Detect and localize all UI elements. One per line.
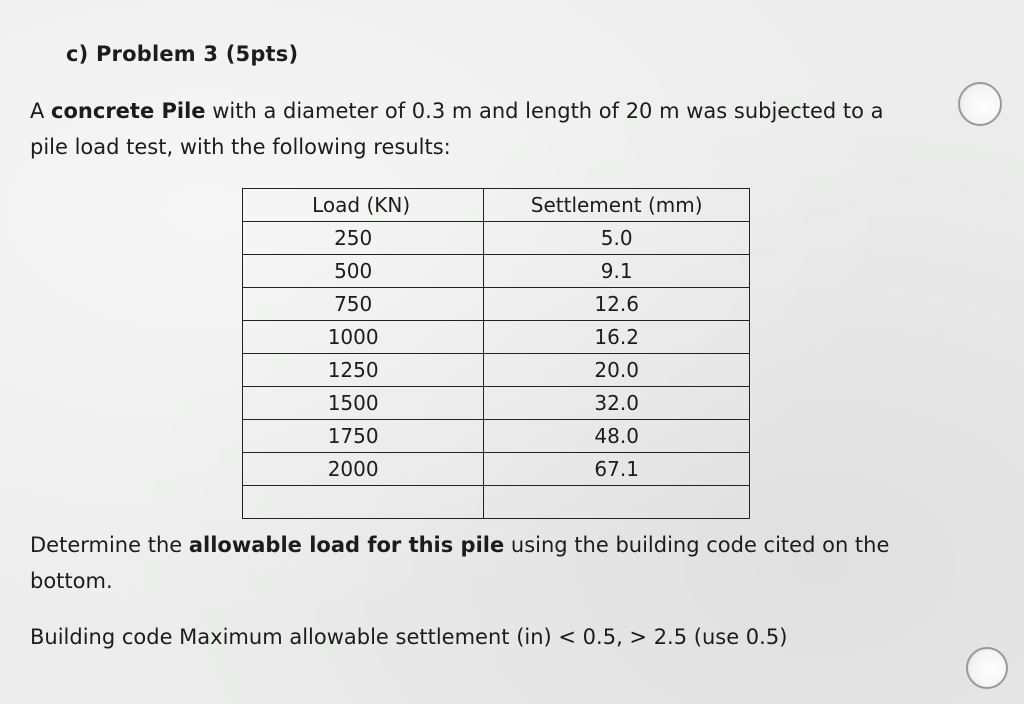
header-settlement: Settlement (mm) <box>484 189 750 222</box>
intro-bold-term: concrete Pile <box>51 99 206 123</box>
problem-intro <box>30 93 910 165</box>
determine-text-1: Determine the <box>30 533 189 557</box>
load-cell: 1000 <box>243 321 484 354</box>
problem-heading: c) Problem 3 (5pts) <box>66 42 299 66</box>
load-settlement-table <box>242 188 750 519</box>
table-row <box>243 321 750 354</box>
load-cell: 500 <box>243 255 484 288</box>
load-cell: 1750 <box>243 420 484 453</box>
load-cell: 2000 <box>243 453 484 486</box>
table-row <box>243 255 750 288</box>
settlement-cell: 9.1 <box>484 255 750 288</box>
load-cell: 250 <box>243 222 484 255</box>
settlement-cell: 20.0 <box>484 354 750 387</box>
table-row <box>243 288 750 321</box>
table-row <box>243 420 750 453</box>
table-row <box>243 453 750 486</box>
settlement-cell <box>484 486 750 519</box>
settlement-cell: 16.2 <box>484 321 750 354</box>
determine-bold-term: allowable load for this pile <box>188 533 505 557</box>
settlement-cell: 5.0 <box>484 222 750 255</box>
intro-text-1: A <box>30 99 52 123</box>
building-code-line: Building code Maximum allowable settlement (in) < 0.5, > 2.5 (use 0.5) <box>30 625 788 649</box>
load-cell: 750 <box>243 288 484 321</box>
binder-hole-icon <box>958 82 1002 126</box>
load-cell: 1500 <box>243 387 484 420</box>
settlement-cell: 12.6 <box>484 288 750 321</box>
determine-instruction <box>30 527 910 599</box>
settlement-cell: 32.0 <box>484 387 750 420</box>
determine-text-2: using the building code cited on the bottom. <box>30 533 890 593</box>
table-row <box>243 354 750 387</box>
table-row <box>243 222 750 255</box>
table-row-empty <box>243 486 750 519</box>
intro-text-2: with a diameter of 0.3 m and length of 20 m was subjected to a pile load test, with the following results: <box>30 99 884 159</box>
header-load: Load (KN) <box>243 189 484 222</box>
load-cell: 1250 <box>243 354 484 387</box>
settlement-cell: 48.0 <box>484 420 750 453</box>
settlement-cell: 67.1 <box>484 453 750 486</box>
binder-hole-icon <box>966 647 1008 689</box>
load-cell <box>243 486 484 519</box>
table-row <box>243 387 750 420</box>
table-header-row <box>243 189 750 222</box>
